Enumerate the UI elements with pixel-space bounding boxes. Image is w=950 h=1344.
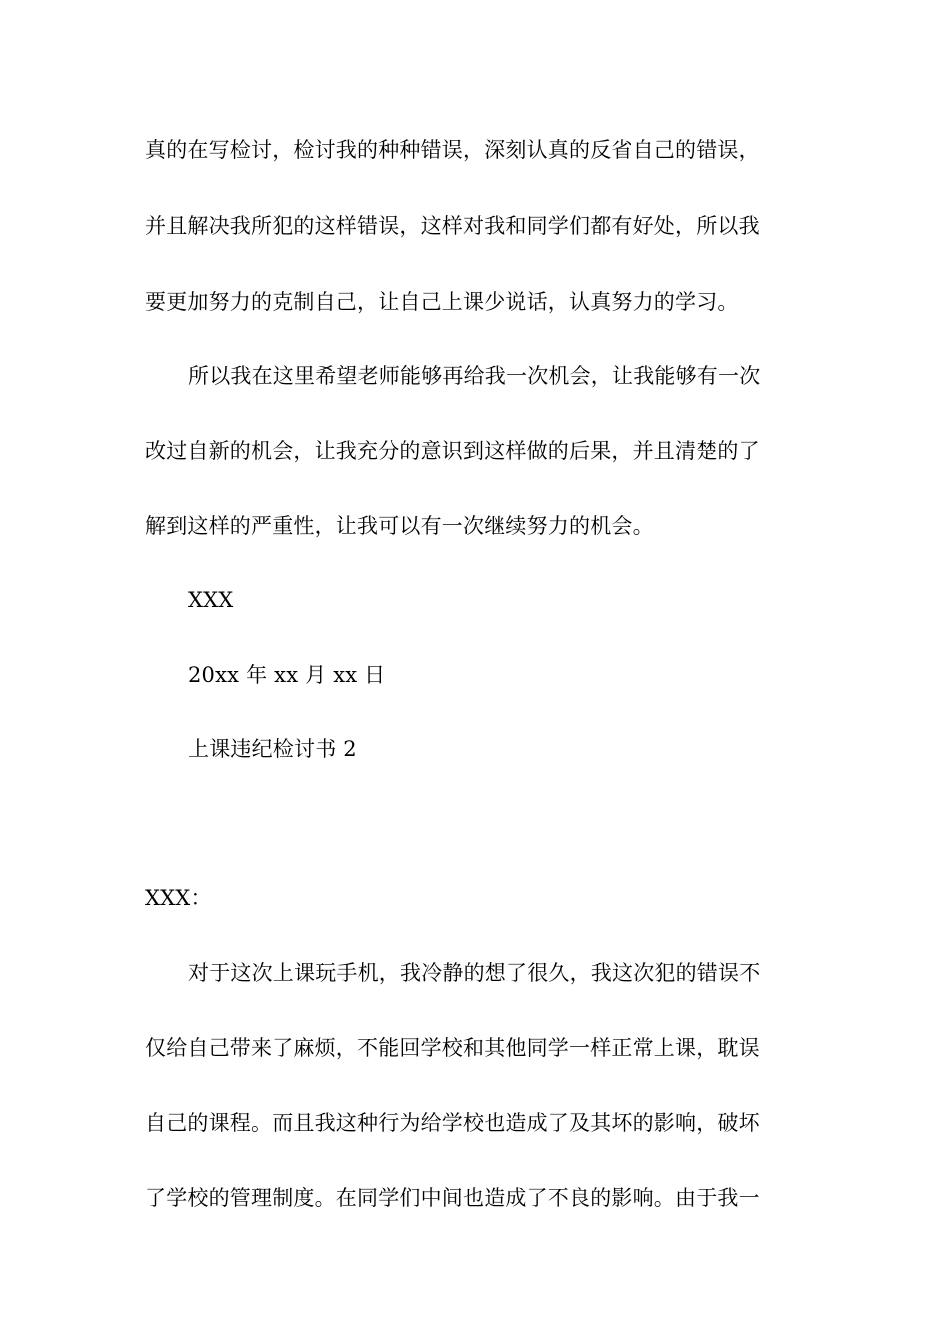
body-text-line: 仅给自己带来了麻烦，不能回学校和其他同学一样正常上课，耽误 [145, 1036, 760, 1060]
salutation: XXX： [145, 886, 212, 910]
body-text-line: 并且解决我所犯的这样错误，这样对我和同学们都有好处，所以我 [145, 214, 760, 238]
body-text-line: 了学校的管理制度。在同学们中间也造成了不良的影响。由于我一 [145, 1186, 760, 1210]
body-text-line: 所以我在这里希望老师能够再给我一次机会，让我能够有一次 [188, 364, 761, 388]
body-text-line: 真的在写检讨，检讨我的种种错误，深刻认真的反省自己的错误， [145, 138, 760, 162]
signature-date: 20xx 年 xx 月 xx 日 [188, 663, 386, 687]
body-text-line: 要更加努力的克制自己，让自己上课少说话，认真努力的学习。 [145, 290, 739, 314]
body-text-line: 改过自新的机会，让我充分的意识到这样做的后果，并且清楚的了 [145, 439, 760, 463]
body-text-line: 自己的课程。而且我这种行为给学校也造成了及其坏的影响，破坏 [145, 1111, 760, 1135]
signature-name: XXX [188, 588, 234, 612]
body-text-line: 解到这样的严重性，让我可以有一次继续努力的机会。 [145, 514, 654, 538]
body-text-line: 对于这次上课玩手机，我冷静的想了很久，我这次犯的错误不 [188, 961, 761, 985]
section-title: 上课违纪检讨书 2 [188, 737, 357, 761]
